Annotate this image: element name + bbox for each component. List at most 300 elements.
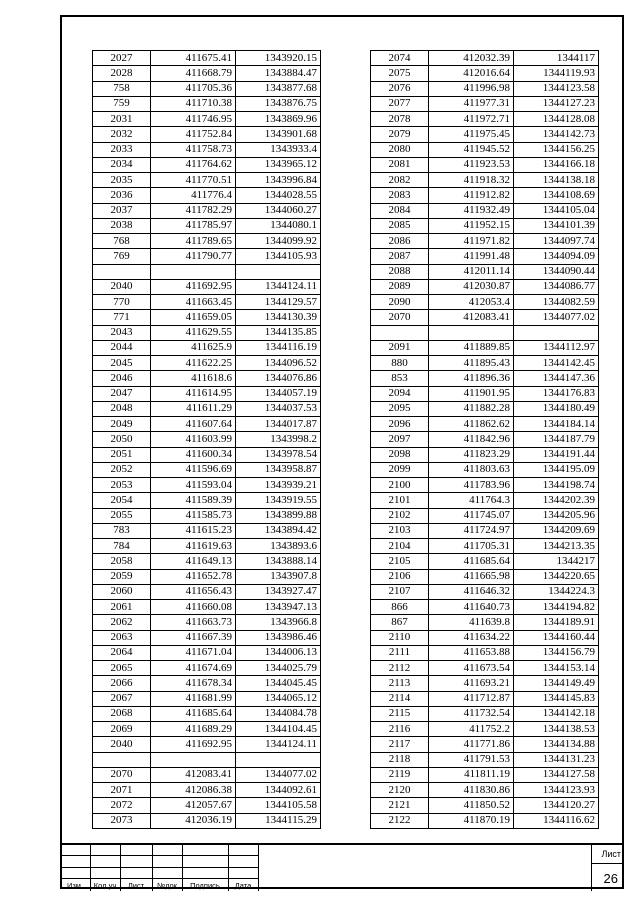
point-number-cell: 2070: [93, 767, 151, 782]
point-number-cell: 2069: [93, 722, 151, 737]
y-coordinate-cell: 1344119.93: [514, 66, 599, 81]
point-number-cell: 2036: [93, 188, 151, 203]
table-row: [371, 356, 599, 371]
y-coordinate-cell: 1344142.18: [514, 706, 599, 721]
x-coordinate-cell: 411652.78: [151, 569, 236, 584]
y-coordinate-cell: 1344138.53: [514, 722, 599, 737]
x-coordinate-cell: 411850.52: [429, 798, 514, 813]
point-number-cell: 2071: [93, 783, 151, 798]
x-coordinate-cell: 411991.48: [429, 249, 514, 264]
x-coordinate-cell: 411945.52: [429, 142, 514, 157]
point-number-cell: 880: [371, 356, 429, 371]
y-coordinate-cell: 1344142.73: [514, 127, 599, 142]
x-coordinate-cell: 411619.63: [151, 539, 236, 554]
y-coordinate-cell: 1344105.58: [236, 798, 321, 813]
x-coordinate-cell: 411667.39: [151, 630, 236, 645]
y-coordinate-cell: 1344128.08: [514, 112, 599, 127]
x-coordinate-cell: 411640.73: [429, 600, 514, 615]
y-coordinate-cell: 1344060.27: [236, 203, 321, 218]
point-number-cell: 867: [371, 615, 429, 630]
point-number-cell: 2119: [371, 767, 429, 782]
point-number-cell: 2082: [371, 173, 429, 188]
table-row: [371, 737, 599, 752]
y-coordinate-cell: 1344112.97: [514, 340, 599, 355]
point-number-cell: 2063: [93, 630, 151, 645]
y-coordinate-cell: 1344217: [514, 554, 599, 569]
x-coordinate-cell: 411596.69: [151, 462, 236, 477]
y-coordinate-cell: 1344028.55: [236, 188, 321, 203]
table-row: [371, 630, 599, 645]
point-number-cell: 2046: [93, 371, 151, 386]
point-number-cell: [371, 325, 429, 340]
y-coordinate-cell: 1344117: [514, 51, 599, 66]
x-coordinate-cell: [429, 325, 514, 340]
table-row: [371, 51, 599, 66]
y-coordinate-cell: 1344045.45: [236, 676, 321, 691]
point-number-cell: 2033: [93, 142, 151, 157]
x-coordinate-cell: 411803.63: [429, 462, 514, 477]
x-coordinate-cell: 411971.82: [429, 234, 514, 249]
x-coordinate-cell: 411785.97: [151, 218, 236, 233]
x-coordinate-cell: 411685.64: [151, 706, 236, 721]
x-coordinate-cell: 411764.3: [429, 493, 514, 508]
x-coordinate-cell: 411660.08: [151, 600, 236, 615]
y-coordinate-cell: 1343899.88: [236, 508, 321, 523]
table-row: [371, 417, 599, 432]
x-coordinate-cell: 411603.99: [151, 432, 236, 447]
table-row: [371, 295, 599, 310]
y-coordinate-cell: 1344142.45: [514, 356, 599, 371]
x-coordinate-cell: 411681.99: [151, 691, 236, 706]
x-coordinate-cell: 411823.29: [429, 447, 514, 462]
point-number-cell: 2048: [93, 401, 151, 416]
x-coordinate-cell: 411901.95: [429, 386, 514, 401]
table-row: [93, 66, 321, 81]
y-coordinate-cell: 1344147.36: [514, 371, 599, 386]
stamp-col-list: Лист: [127, 881, 145, 890]
y-coordinate-cell: 1344037.53: [236, 401, 321, 416]
x-coordinate-cell: 412083.41: [151, 767, 236, 782]
point-number-cell: 2074: [371, 51, 429, 66]
y-coordinate-cell: 1344101.39: [514, 218, 599, 233]
y-coordinate-cell: 1344202.39: [514, 493, 599, 508]
x-coordinate-cell: 411611.29: [151, 401, 236, 416]
x-coordinate-cell: 411996.98: [429, 81, 514, 96]
y-coordinate-cell: 1344065.12: [236, 691, 321, 706]
y-coordinate-cell: 1344090.44: [514, 264, 599, 279]
y-coordinate-cell: 1344123.58: [514, 81, 599, 96]
table-row: [93, 600, 321, 615]
x-coordinate-cell: 411692.95: [151, 737, 236, 752]
table-row: [93, 722, 321, 737]
x-coordinate-cell: 411752.2: [429, 722, 514, 737]
table-row: [371, 447, 599, 462]
x-coordinate-cell: 411732.54: [429, 706, 514, 721]
table-row: [371, 157, 599, 172]
point-number-cell: 2044: [93, 340, 151, 355]
point-number-cell: 2097: [371, 432, 429, 447]
x-coordinate-cell: 411622.25: [151, 356, 236, 371]
y-coordinate-cell: 1344096.52: [236, 356, 321, 371]
x-coordinate-cell: 411585.73: [151, 508, 236, 523]
table-row: [371, 142, 599, 157]
x-coordinate-cell: 411764.62: [151, 157, 236, 172]
point-number-cell: 2035: [93, 173, 151, 188]
point-number-cell: 2050: [93, 432, 151, 447]
point-number-cell: 2076: [371, 81, 429, 96]
x-coordinate-cell: 411656.43: [151, 584, 236, 599]
point-number-cell: 2111: [371, 645, 429, 660]
x-coordinate-cell: 411625.9: [151, 340, 236, 355]
table-row: [93, 325, 321, 340]
point-number-cell: 2091: [371, 340, 429, 355]
table-row: [93, 478, 321, 493]
y-coordinate-cell: 1344145.83: [514, 691, 599, 706]
table-row: [93, 264, 321, 279]
table-row: [371, 478, 599, 493]
point-number-cell: 2088: [371, 264, 429, 279]
y-coordinate-cell: 1344017.87: [236, 417, 321, 432]
x-coordinate-cell: 411889.85: [429, 340, 514, 355]
stamp-col-izm: Изм.: [66, 881, 84, 890]
x-coordinate-cell: 411896.36: [429, 371, 514, 386]
x-coordinate-cell: 411653.88: [429, 645, 514, 660]
y-coordinate-cell: 1344156.25: [514, 142, 599, 157]
point-number-cell: 2054: [93, 493, 151, 508]
x-coordinate-cell: 411870.19: [429, 813, 514, 828]
y-coordinate-cell: 1344097.74: [514, 234, 599, 249]
x-coordinate-cell: 411912.82: [429, 188, 514, 203]
table-row: [93, 279, 321, 294]
table-row: [371, 81, 599, 96]
x-coordinate-cell: 411685.64: [429, 554, 514, 569]
y-coordinate-cell: 1344130.39: [236, 310, 321, 325]
y-coordinate-cell: 1344160.44: [514, 630, 599, 645]
point-number-cell: 2107: [371, 584, 429, 599]
y-coordinate-cell: 1344105.93: [236, 249, 321, 264]
table-row: [93, 386, 321, 401]
table-row: [371, 523, 599, 538]
point-number-cell: 2043: [93, 325, 151, 340]
y-coordinate-cell: 1344124.11: [236, 279, 321, 294]
y-coordinate-cell: 1343877.68: [236, 81, 321, 96]
y-coordinate-cell: 1343869.96: [236, 112, 321, 127]
x-coordinate-cell: 412057.67: [151, 798, 236, 813]
table-row: [93, 737, 321, 752]
y-coordinate-cell: 1344127.23: [514, 96, 599, 111]
point-number-cell: 2122: [371, 813, 429, 828]
y-coordinate-cell: 1344220.65: [514, 569, 599, 584]
table-row: [93, 783, 321, 798]
x-coordinate-cell: 411668.79: [151, 66, 236, 81]
y-coordinate-cell: 1343986.46: [236, 630, 321, 645]
y-coordinate-cell: [236, 264, 321, 279]
table-row: [371, 722, 599, 737]
x-coordinate-cell: 412032.39: [429, 51, 514, 66]
point-number-cell: 2060: [93, 584, 151, 599]
y-coordinate-cell: 1344213.35: [514, 539, 599, 554]
table-row: [371, 508, 599, 523]
y-coordinate-cell: 1343901.68: [236, 127, 321, 142]
point-number-cell: 2075: [371, 66, 429, 81]
point-number-cell: 2087: [371, 249, 429, 264]
point-number-cell: 853: [371, 371, 429, 386]
point-number-cell: 2118: [371, 752, 429, 767]
table-row: [371, 279, 599, 294]
x-coordinate-cell: 411975.45: [429, 127, 514, 142]
stamp-col-kol-uch: Кол.уч: [93, 881, 117, 890]
x-coordinate-cell: 411659.05: [151, 310, 236, 325]
x-coordinate-cell: 411649.13: [151, 554, 236, 569]
x-coordinate-cell: 411629.55: [151, 325, 236, 340]
table-row: [371, 661, 599, 676]
point-number-cell: 2077: [371, 96, 429, 111]
stamp-col-data: Дата: [234, 881, 252, 890]
table-row: [93, 462, 321, 477]
x-coordinate-cell: 411607.64: [151, 417, 236, 432]
x-coordinate-cell: 411600.34: [151, 447, 236, 462]
table-row: [371, 798, 599, 813]
point-number-cell: 2113: [371, 676, 429, 691]
y-coordinate-cell: 1343876.75: [236, 96, 321, 111]
x-coordinate-cell: 411918.32: [429, 173, 514, 188]
y-coordinate-cell: 1344166.18: [514, 157, 599, 172]
table-row: [93, 645, 321, 660]
point-number-cell: 2028: [93, 66, 151, 81]
y-coordinate-cell: 1344180.49: [514, 401, 599, 416]
point-number-cell: 2052: [93, 462, 151, 477]
y-coordinate-cell: 1343893.6: [236, 539, 321, 554]
table-row: [93, 569, 321, 584]
x-coordinate-cell: 411932.49: [429, 203, 514, 218]
x-coordinate-cell: 411712.87: [429, 691, 514, 706]
x-coordinate-cell: 411830.86: [429, 783, 514, 798]
y-coordinate-cell: 1344099.92: [236, 234, 321, 249]
table-row: [93, 661, 321, 676]
table-row: [371, 462, 599, 477]
table-row: [371, 340, 599, 355]
y-coordinate-cell: 1344205.96: [514, 508, 599, 523]
point-number-cell: 2034: [93, 157, 151, 172]
x-coordinate-cell: 411770.51: [151, 173, 236, 188]
y-coordinate-cell: 1343933.4: [236, 142, 321, 157]
point-number-cell: 2058: [93, 554, 151, 569]
stamp-col-ndok: №док: [157, 881, 177, 890]
y-coordinate-cell: 1344084.78: [236, 706, 321, 721]
y-coordinate-cell: 1344115.29: [236, 813, 321, 828]
y-coordinate-cell: 1344104.45: [236, 722, 321, 737]
table-row: [93, 752, 321, 767]
table-row: [93, 584, 321, 599]
table-row: [93, 234, 321, 249]
sheet-label: Лист: [601, 849, 621, 859]
point-number-cell: 2067: [93, 691, 151, 706]
table-row: [93, 767, 321, 782]
y-coordinate-cell: 1344138.18: [514, 173, 599, 188]
point-number-cell: 2117: [371, 737, 429, 752]
title-block-col-line: [258, 845, 259, 891]
x-coordinate-cell: 411671.04: [151, 645, 236, 660]
x-coordinate-cell: 412016.64: [429, 66, 514, 81]
point-number-cell: 2085: [371, 218, 429, 233]
point-number-cell: 2045: [93, 356, 151, 371]
y-coordinate-cell: 1344108.69: [514, 188, 599, 203]
y-coordinate-cell: 1344187.79: [514, 432, 599, 447]
point-number-cell: 2099: [371, 462, 429, 477]
x-coordinate-cell: 411752.84: [151, 127, 236, 142]
y-coordinate-cell: 1344224.3: [514, 584, 599, 599]
point-number-cell: 2104: [371, 539, 429, 554]
point-number-cell: 2065: [93, 661, 151, 676]
title-block: [60, 843, 624, 891]
table-row: [93, 508, 321, 523]
x-coordinate-cell: 411790.77: [151, 249, 236, 264]
x-coordinate-cell: 411758.73: [151, 142, 236, 157]
table-row: [371, 691, 599, 706]
x-coordinate-cell: 412036.19: [151, 813, 236, 828]
y-coordinate-cell: 1344129.57: [236, 295, 321, 310]
point-number-cell: 2049: [93, 417, 151, 432]
x-coordinate-cell: 411977.31: [429, 96, 514, 111]
table-row: [93, 523, 321, 538]
table-row: [93, 676, 321, 691]
table-row: [371, 264, 599, 279]
table-row: [371, 249, 599, 264]
x-coordinate-cell: 411789.65: [151, 234, 236, 249]
x-coordinate-cell: 411663.45: [151, 295, 236, 310]
table-row: [93, 691, 321, 706]
y-coordinate-cell: 1343927.47: [236, 584, 321, 599]
x-coordinate-cell: 411771.86: [429, 737, 514, 752]
y-coordinate-cell: [514, 325, 599, 340]
table-row: [93, 554, 321, 569]
coordinates-table-right: [370, 50, 599, 829]
y-coordinate-cell: 1344092.61: [236, 783, 321, 798]
y-coordinate-cell: 1344025.79: [236, 661, 321, 676]
y-coordinate-cell: 1343998.2: [236, 432, 321, 447]
y-coordinate-cell: 1344189.91: [514, 615, 599, 630]
table-row: [371, 203, 599, 218]
x-coordinate-cell: 411589.39: [151, 493, 236, 508]
point-number-cell: 2110: [371, 630, 429, 645]
x-coordinate-cell: 411634.22: [429, 630, 514, 645]
y-coordinate-cell: 1343958.87: [236, 462, 321, 477]
table-row: [93, 340, 321, 355]
y-coordinate-cell: 1343996.84: [236, 173, 321, 188]
table-row: [371, 66, 599, 81]
y-coordinate-cell: 1344198.74: [514, 478, 599, 493]
x-coordinate-cell: 411665.98: [429, 569, 514, 584]
table-row: [371, 600, 599, 615]
table-row: [93, 630, 321, 645]
point-number-cell: 2059: [93, 569, 151, 584]
x-coordinate-cell: 412053.4: [429, 295, 514, 310]
y-coordinate-cell: 1343939.21: [236, 478, 321, 493]
point-number-cell: 770: [93, 295, 151, 310]
point-number-cell: 2040: [93, 737, 151, 752]
x-coordinate-cell: 412086.38: [151, 783, 236, 798]
point-number-cell: 2066: [93, 676, 151, 691]
coordinates-table-left: [92, 50, 321, 829]
y-coordinate-cell: 1344006.13: [236, 645, 321, 660]
x-coordinate-cell: [151, 752, 236, 767]
x-coordinate-cell: 411693.21: [429, 676, 514, 691]
table-row: [93, 96, 321, 111]
y-coordinate-cell: 1343965.12: [236, 157, 321, 172]
y-coordinate-cell: 1343888.14: [236, 554, 321, 569]
table-row: [93, 356, 321, 371]
x-coordinate-cell: [151, 264, 236, 279]
table-row: [93, 539, 321, 554]
table-row: [371, 676, 599, 691]
point-number-cell: 2073: [93, 813, 151, 828]
table-row: [93, 249, 321, 264]
x-coordinate-cell: 411705.31: [429, 539, 514, 554]
x-coordinate-cell: 411811.19: [429, 767, 514, 782]
y-coordinate-cell: 1344149.49: [514, 676, 599, 691]
x-coordinate-cell: 411618.6: [151, 371, 236, 386]
table-row: [371, 752, 599, 767]
point-number-cell: 2086: [371, 234, 429, 249]
point-number-cell: 2031: [93, 112, 151, 127]
x-coordinate-cell: 411952.15: [429, 218, 514, 233]
point-number-cell: 2115: [371, 706, 429, 721]
x-coordinate-cell: 411791.53: [429, 752, 514, 767]
point-number-cell: 2120: [371, 783, 429, 798]
table-row: [371, 493, 599, 508]
table-row: [371, 706, 599, 721]
y-coordinate-cell: 1343947.13: [236, 600, 321, 615]
table-row: [371, 569, 599, 584]
sheet-number: 26: [603, 871, 618, 886]
table-row: [93, 493, 321, 508]
point-number-cell: 2032: [93, 127, 151, 142]
y-coordinate-cell: 1343884.47: [236, 66, 321, 81]
table-row: [93, 813, 321, 828]
x-coordinate-cell: 412030.87: [429, 279, 514, 294]
table-row: [93, 81, 321, 96]
y-coordinate-cell: 1343978.54: [236, 447, 321, 462]
y-coordinate-cell: 1344131.23: [514, 752, 599, 767]
x-coordinate-cell: 411710.38: [151, 96, 236, 111]
y-coordinate-cell: 1344116.62: [514, 813, 599, 828]
point-number-cell: 2112: [371, 661, 429, 676]
point-number-cell: 2070: [371, 310, 429, 325]
point-number-cell: 2027: [93, 51, 151, 66]
x-coordinate-cell: 411724.97: [429, 523, 514, 538]
point-number-cell: 2095: [371, 401, 429, 416]
table-row: [371, 615, 599, 630]
point-number-cell: [93, 264, 151, 279]
table-row: [371, 96, 599, 111]
y-coordinate-cell: 1344127.58: [514, 767, 599, 782]
table-row: [371, 813, 599, 828]
point-number-cell: 2038: [93, 218, 151, 233]
y-coordinate-cell: 1344156.79: [514, 645, 599, 660]
y-coordinate-cell: 1343966.8: [236, 615, 321, 630]
table-row: [93, 173, 321, 188]
table-row: [93, 295, 321, 310]
x-coordinate-cell: 411614.95: [151, 386, 236, 401]
y-coordinate-cell: 1343907.8: [236, 569, 321, 584]
y-coordinate-cell: 1344153.14: [514, 661, 599, 676]
point-number-cell: 2094: [371, 386, 429, 401]
x-coordinate-cell: 411842.96: [429, 432, 514, 447]
x-coordinate-cell: 411783.96: [429, 478, 514, 493]
point-number-cell: 759: [93, 96, 151, 111]
stamp-col-podpis: Подпись: [190, 881, 220, 890]
point-number-cell: 2083: [371, 188, 429, 203]
